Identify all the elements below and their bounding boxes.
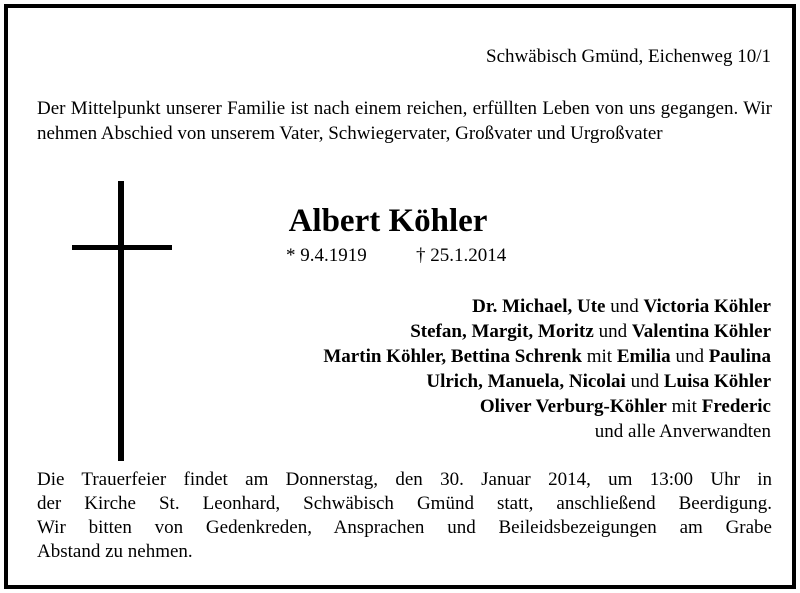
life-dates: [286, 245, 507, 267]
closing-line: Abstand zu nehmen.: [37, 541, 193, 562]
mourner-name: Dr. Michael, Ute: [472, 296, 606, 317]
intro-paragraph: [37, 96, 772, 146]
birth-date: * 9.4.1919: [286, 245, 367, 266]
obituary-notice: [4, 4, 796, 589]
mourner-name: Stefan, Margit, Moritz: [410, 321, 594, 342]
mourner-name: Emilia: [616, 346, 671, 367]
mourner-name: Valentina Köhler: [631, 321, 771, 342]
cross-vertical-bar: [118, 181, 124, 461]
mourner-connector: und: [605, 296, 644, 317]
mourner-connector: mit: [582, 346, 617, 367]
closing-line: Wir bitten von Gedenkreden, Ansprachen und Beileidsbezeigungen am Grabe: [37, 517, 772, 538]
mourner-name: Ulrich, Manuela, Nicolai: [426, 371, 626, 392]
mourner-line: [323, 344, 771, 369]
mourner-name: Victoria Köhler: [643, 296, 771, 317]
mourner-name: Luisa Köhler: [663, 371, 771, 392]
closing-line: der Kirche St. Leonhard, Schwäbisch Gmünd statt, anschließend Beerdigung.: [37, 493, 772, 514]
cross-icon: [72, 181, 172, 461]
mourner-line: [323, 319, 771, 344]
closing-line: Die Trauerfeier findet am Donnerstag, den 30. Januar 2014, um 13:00 Uhr in: [37, 469, 772, 490]
mourner-line: [323, 369, 771, 394]
closing-paragraph: [37, 468, 772, 564]
mourner-name: Frederic: [701, 396, 771, 417]
death-date: † 25.1.2014: [416, 245, 507, 266]
mourner-name: Oliver Verburg-Köhler: [479, 396, 667, 417]
mourner-connector: und alle Anverwandten: [594, 421, 771, 442]
mourner-line: [323, 394, 771, 419]
address: Schwäbisch Gmünd, Eichenweg 10/1: [486, 46, 771, 67]
deceased-name: Albert Köhler: [288, 203, 488, 239]
intro-text: Der Mittelpunkt unserer Familie ist nach einem reichen, erfüllten Leben von uns gegangen. Wir nehmen Abschied von unserem Vater, Schwiegervater, Großvater und Urgroßvater: [37, 98, 772, 144]
mourner-connector: und: [593, 321, 632, 342]
mourner-line: [323, 294, 771, 319]
mourner-connector: mit: [666, 396, 702, 417]
mourner-connector: und: [670, 346, 709, 367]
cross-horizontal-bar: [72, 245, 172, 250]
mourner-connector: und: [625, 371, 664, 392]
mourner-name: Paulina: [708, 346, 771, 367]
mourner-name: Martin Köhler, Bettina Schrenk: [323, 346, 582, 367]
mourners-list: [323, 294, 771, 444]
mourner-line: [323, 419, 771, 444]
